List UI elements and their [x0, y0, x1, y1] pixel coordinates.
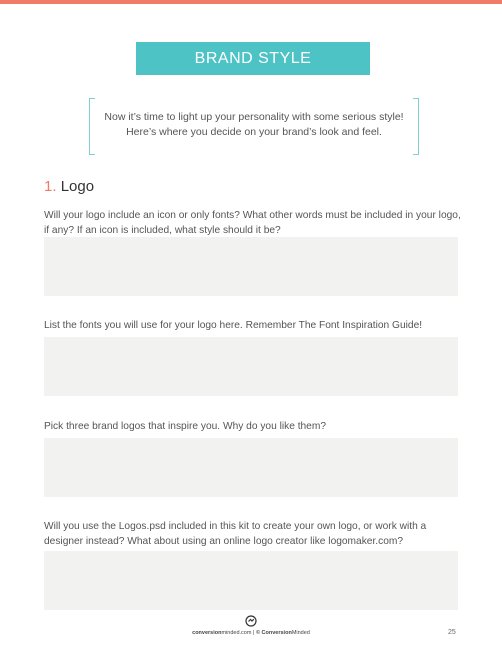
footer-site-rest: minded.com	[221, 630, 252, 636]
top-accent-rule	[0, 0, 502, 4]
answer-box-2[interactable]	[44, 337, 458, 396]
section-number: 1.	[44, 178, 57, 195]
footer-site-bold: conversion	[192, 630, 222, 636]
answer-box-4[interactable]	[44, 551, 458, 610]
question-3: Pick three brand logos that inspire you. Why do you like them?	[44, 421, 327, 432]
answer-box-1[interactable]	[44, 237, 458, 296]
section-title: Logo	[60, 178, 95, 195]
right-bracket	[413, 98, 419, 155]
question-1: Will your logo include an icon or only fonts? What other words must be included in your logo, if any? If an icon is included, what style should it be?	[44, 210, 461, 236]
footer-separator: |	[251, 630, 256, 636]
question-4: Will you use the Logos.psd included in this kit to create your own logo, or work with a designer instead? What about using an online logo creator like logomaker.com?	[44, 521, 427, 547]
footer-brand-rest: Minded	[291, 630, 310, 636]
page-title-banner	[136, 42, 370, 75]
footer-copyright: ©	[255, 630, 261, 636]
left-bracket	[89, 98, 95, 155]
section-heading	[44, 178, 94, 195]
page-title: BRAND STYLE	[194, 49, 312, 67]
footer-credit	[0, 630, 502, 636]
answer-box-3[interactable]	[44, 438, 458, 497]
question-2: List the fonts you will use for your logo here. Remember The Font Inspiration Guide!	[44, 320, 423, 331]
intro-text: Now it’s time to light up your personality with some serious style! Here’s where you decide on your brand’s look and feel.	[104, 111, 404, 138]
intro-callout	[89, 98, 419, 155]
footer-brand-bold: Conversion	[261, 630, 292, 636]
page-number: 25	[448, 629, 456, 636]
brand-logo-icon	[245, 615, 257, 627]
